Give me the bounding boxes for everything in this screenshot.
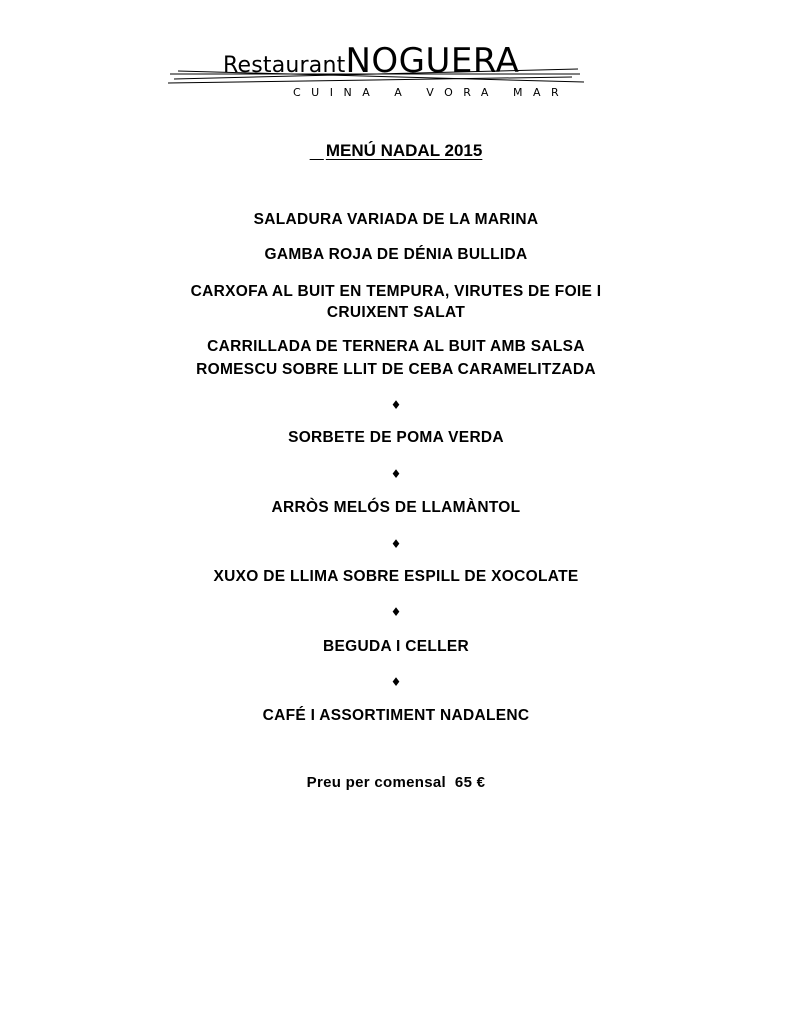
separator-diamond: ♦: [390, 467, 402, 481]
logo-noguera-word: NOGUERA: [345, 41, 520, 81]
menu-title: [0, 141, 792, 161]
separator-diamond: ♦: [390, 537, 402, 551]
menu-item: ROMESCU SOBRE LLIT DE CEBA CARAMELITZADA: [196, 361, 596, 378]
menu-item: GAMBA ROJA DE DÉNIA BULLIDA: [264, 246, 528, 263]
restaurant-logo: [160, 38, 590, 110]
menu-item: SALADURA VARIADA DE LA MARINA: [253, 211, 539, 228]
price-value: 65 €: [454, 774, 486, 791]
restaurant-name: [223, 41, 519, 81]
logo-tagline: CUINA A VORA MAR: [293, 86, 570, 99]
menu-item: CRUIXENT SALAT: [326, 304, 466, 321]
separator-diamond: ♦: [390, 675, 402, 689]
logo-restaurant-word: Restaurant: [223, 53, 346, 78]
menu-item: SORBETE DE POMA VERDA: [288, 429, 504, 446]
separator-diamond: ♦: [390, 605, 402, 619]
menu-item: XUXO DE LLIMA SOBRE ESPILL DE XOCOLATE: [213, 568, 579, 585]
menu-item: BEGUDA I CELLER: [322, 638, 469, 655]
menu-item: CAFÉ I ASSORTIMENT NADALENC: [262, 707, 530, 724]
separator-diamond: ♦: [390, 398, 402, 412]
menu-title-text: MENÚ NADAL 2015: [325, 141, 483, 160]
menu-item: CARXOFA AL BUIT EN TEMPURA, VIRUTES DE FOIE I: [190, 283, 602, 300]
price-line: [0, 774, 792, 791]
price-label: Preu per comensal: [306, 774, 446, 791]
menu-item: ARRÒS MELÓS DE LLAMÀNTOL: [271, 499, 521, 516]
menu-item: CARRILLADA DE TERNERA AL BUIT AMB SALSA: [207, 338, 585, 355]
